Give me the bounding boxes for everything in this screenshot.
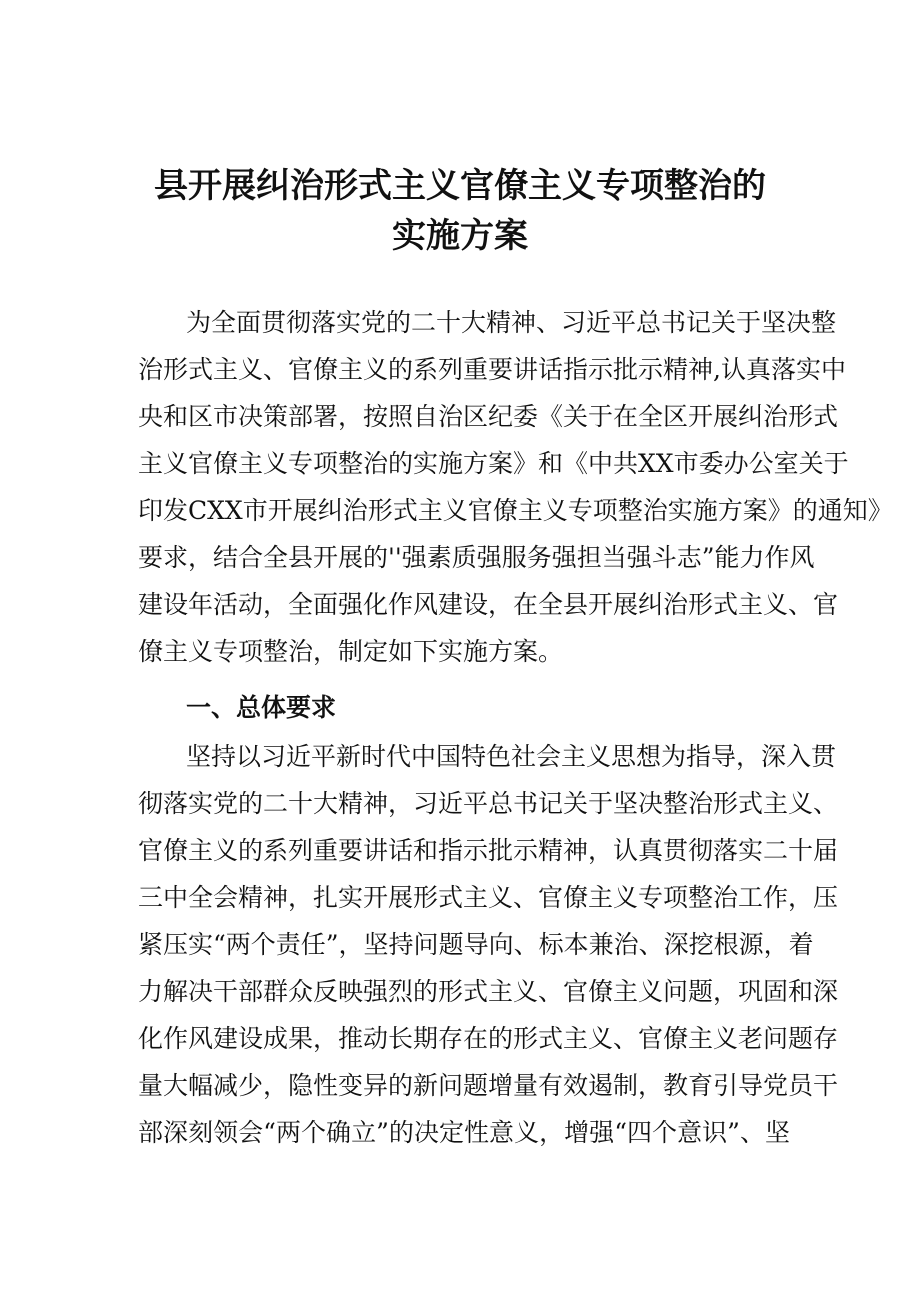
paragraph-2-line: 部深刻领会“两个确立”的决定性意义，增强“四个意识”、坚 xyxy=(138,1118,790,1147)
section-heading: 一、总体要求 xyxy=(186,693,337,722)
paragraph-1-line: 为全面贯彻落实党的二十大精神、习近平总书记关于坚决整 xyxy=(186,308,837,337)
paragraph-2-line: 三中全会精神，扎实开展形式主义、官僚主义专项整治工作，压 xyxy=(138,883,839,912)
paragraph-1-line: 主义官僚主义专项整治的实施方案》和《中共XX市委办公室关于 xyxy=(138,449,849,478)
paragraph-1-line: 央和区市决策部署，按照自治区纪委《关于在全区开展纠治形式 xyxy=(138,402,839,431)
paragraph-1-line: 僚主义专项整治，制定如下实施方案。 xyxy=(138,637,564,666)
paragraph-1-line: 建设年活动，全面强化作风建设，在全县开展纠治形式主义、官 xyxy=(138,590,839,619)
document-title-line-2: 实施方案 xyxy=(392,216,528,256)
paragraph-2-line: 化作风建设成果，推动长期存在的形式主义、官僚主义老问题存 xyxy=(138,1024,839,1053)
paragraph-1-line: 治形式主义、官僚主义的系列重要讲话指示批示精神,认真落实中 xyxy=(138,355,846,384)
paragraph-1-line: 印发CXX市开展纠治形式主义官僚主义专项整治实施方案》的通知》 xyxy=(138,496,893,525)
paragraph-1-line: 要求，结合全县开展的''强素质强服务强担当强斗志”能力作风 xyxy=(138,543,815,572)
document-title-line-1: 县开展纠治形式主义官僚主义专项整治的 xyxy=(154,166,766,206)
paragraph-2-line: 紧压实“两个责任”，坚持问题导向、标本兼治、深挖根源，着 xyxy=(138,930,814,959)
paragraph-2-line: 坚持以习近平新时代中国特色社会主义思想为指导，深入贯 xyxy=(186,742,837,771)
paragraph-2-line: 彻落实党的二十大精神，习近平总书记关于坚决整治形式主义、 xyxy=(138,789,839,818)
paragraph-2-line: 力解决干部群众反映强烈的形式主义、官僚主义问题，巩固和深 xyxy=(138,977,839,1006)
paragraph-2-line: 官僚主义的系列重要讲话和指示批示精神，认真贯彻落实二十届 xyxy=(138,836,839,865)
paragraph-2-line: 量大幅减少，隐性变异的新问题增量有效遏制，教育引导党员干 xyxy=(138,1071,839,1100)
